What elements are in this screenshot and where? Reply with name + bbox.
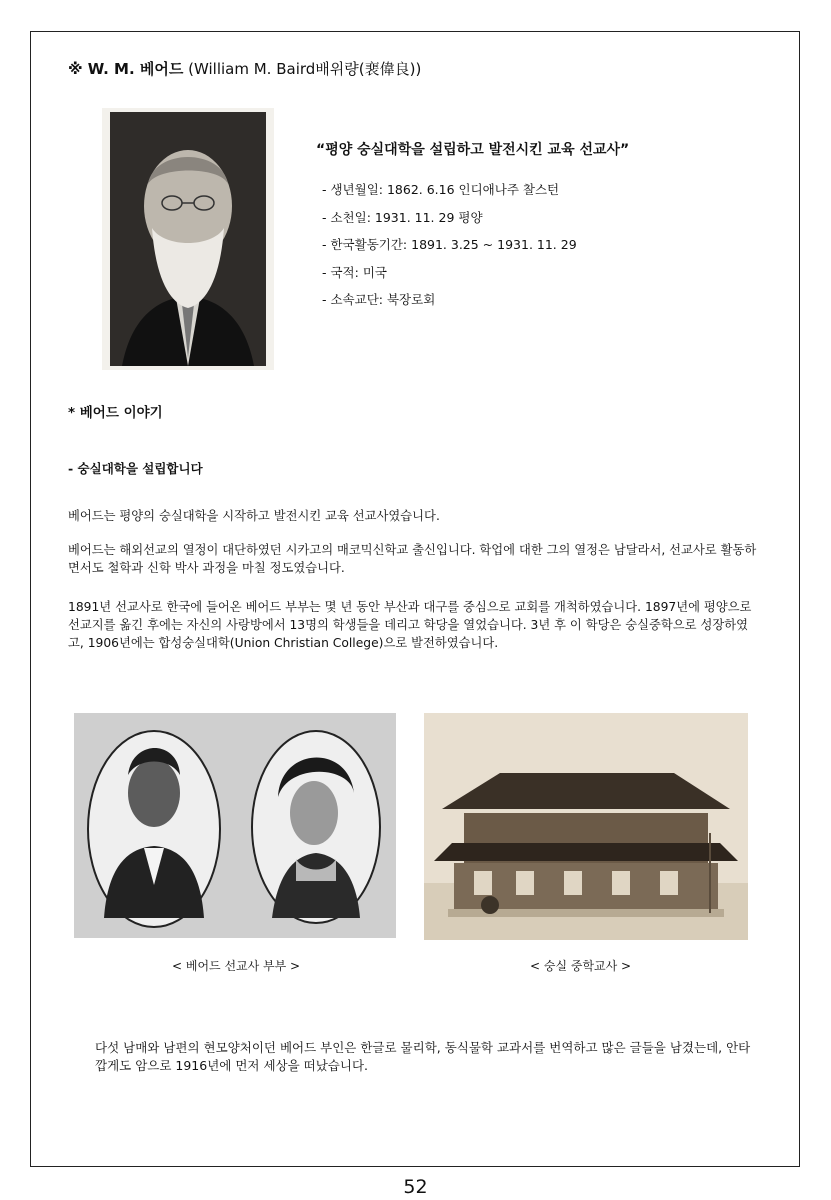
fact-death: - 소천일: 1931. 11. 29 평양: [322, 209, 483, 225]
school-building-photo: [424, 713, 748, 940]
fact-active-period: - 한국활동기간: 1891. 3.25 ~ 1931. 11. 29: [322, 237, 577, 252]
title-mark: ※ W. M. 베어드: [68, 60, 184, 78]
story-heading: * 베어드 이야기: [68, 405, 163, 421]
story-paragraph: 1891년 선교사로 한국에 들어온 베어드 부부는 몇 년 동안 부산과 대구를 중심으로 교회를 개척하였습니다. 1897년에 평양으로 선교지를 옮긴 후에는 자신의 사랑방에서 13명의 학생들을 데리고 학당을 열었습니다. 3년 후 이 학당은 숭실중학으로 성장하였고, 1906년에는 합성숭실대학(Union Christian College)으로 발전하였습니다.: [68, 600, 752, 650]
story-subheading: - 숭실대학을 설립합니다: [68, 461, 203, 476]
page-number: 52: [403, 1176, 428, 1198]
profile-facts: [322, 180, 577, 318]
story-paragraph: 베어드는 해외선교의 열정이 대단하였던 시카고의 매코믹신학교 출신입니다. 학업에 대한 그의 열정은 남달라서, 선교사로 활동하면서도 철학과 신학 박사 과정을 마칠 정도였습니다.: [68, 543, 757, 575]
page-title: [68, 58, 421, 79]
closing-paragraph: 다섯 남매와 남편의 현모양처이던 베어드 부인은 한글로 물리학, 동식물학 교과서를 번역하고 많은 글들을 남겼는데, 안타깝게도 암으로 1916년에 먼저 세상을 떠났습니다.: [95, 1040, 751, 1073]
fact-nationality: - 국적: 미국: [322, 264, 387, 280]
couple-photo-caption: < 베어드 선교사 부부 >: [172, 959, 301, 973]
fact-denomination: - 소속교단: 북장로회: [322, 292, 436, 307]
fact-birth: - 생년월일: 1862. 6.16 인디애나주 찰스턴: [322, 182, 560, 197]
couple-photo: [74, 713, 396, 938]
portrait-photo: [102, 108, 274, 370]
story-paragraph: 베어드는 평양의 숭실대학을 시작하고 발전시킨 교육 선교사였습니다.: [68, 509, 440, 523]
profile-subtitle: “평양 숭실대학을 설립하고 발전시킨 교육 선교사”: [316, 142, 630, 158]
title-rest: (William M. Baird배위량(裵偉良)): [183, 60, 422, 78]
school-photo-caption: < 숭실 중학교사 >: [530, 959, 632, 973]
